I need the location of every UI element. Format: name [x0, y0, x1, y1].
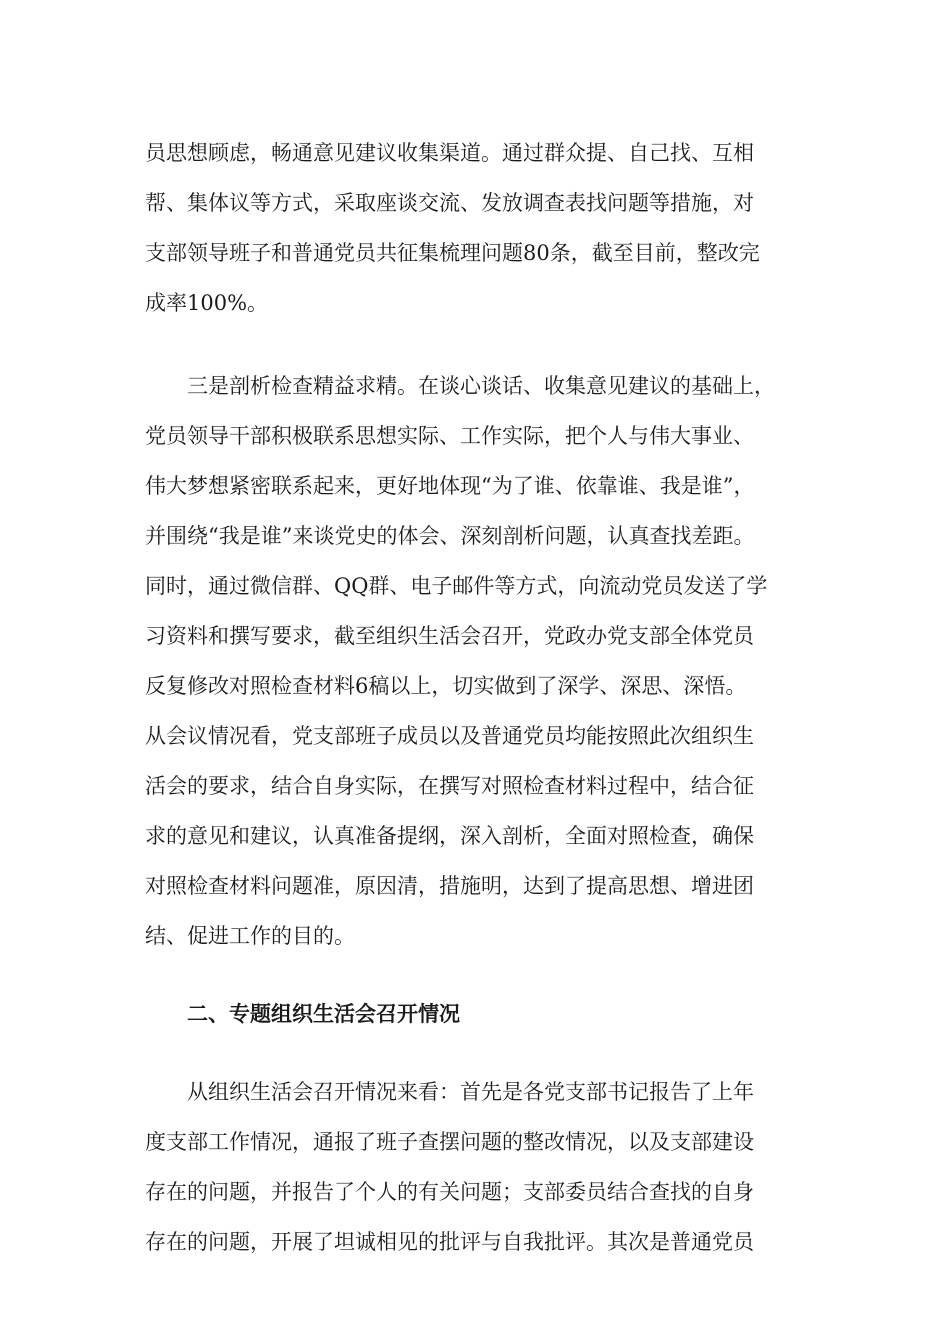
text-line: 活会的要求，结合自身实际，在撰写对照检查材料过程中，结合征 [145, 774, 754, 798]
document-body [145, 128, 810, 1267]
text-line: 从组织生活会召开情况来看：首先是各党支部书记报告了上年 [187, 1080, 754, 1104]
text-line: 从会议情况看，党支部班子成员以及普通党员均能按照此次组织生 [145, 724, 754, 748]
text-line: 党员领导干部积极联系思想实际、工作实际，把个人与伟大事业、 [145, 424, 754, 448]
text-line: 成率100%。 [145, 291, 269, 315]
paragraph-2 [145, 361, 810, 961]
text-line: 结、促进工作的目的。 [145, 924, 355, 948]
text-line: 存在的问题，并报告了个人的有关问题；支部委员结合查找的自身 [145, 1180, 754, 1204]
text-line: 伟大梦想紧密联系起来，更好地体现“为了谁、依靠谁、我是谁”， [145, 474, 755, 498]
paragraph-1 [145, 128, 810, 328]
text-line: 员思想顾虑，畅通意见建议收集渠道。通过群众提、自己找、互相 [145, 141, 754, 165]
section-heading: 二、专题组织生活会召开情况 [187, 1001, 460, 1026]
text-line: 三是剖析检查精益求精。在谈心谈话、收集意见建议的基础上， [187, 374, 775, 398]
text-line: 对照检查材料问题准，原因清，措施明，达到了提高思想、增进团 [145, 874, 754, 898]
text-line: 求的意见和建议，认真准备提纲，深入剖析，全面对照检查，确保 [145, 824, 754, 848]
text-line: 并围绕“我是谁”来谈党史的体会、深刻剖析问题，认真查找差距。 [145, 524, 755, 548]
text-line: 支部领导班子和普通党员共征集梳理问题80条，截至目前，整改完 [145, 241, 760, 265]
text-line: 帮、集体议等方式，采取座谈交流、发放调查表找问题等措施，对 [145, 191, 754, 215]
text-line: 度支部工作情况，通报了班子查摆问题的整改情况，以及支部建设 [145, 1130, 754, 1154]
paragraph-3 [145, 1067, 810, 1267]
text-line: 同时，通过微信群、QQ群、电子邮件等方式，向流动党员发送了学 [145, 574, 768, 598]
text-line: 习资料和撰写要求，截至组织生活会召开，党政办党支部全体党员 [145, 624, 754, 648]
text-line: 存在的问题，开展了坦诚相见的批评与自我批评。其次是普通党员 [145, 1230, 754, 1254]
text-line: 反复修改对照检查材料6稿以上，切实做到了深学、深思、深悟。 [145, 674, 747, 698]
